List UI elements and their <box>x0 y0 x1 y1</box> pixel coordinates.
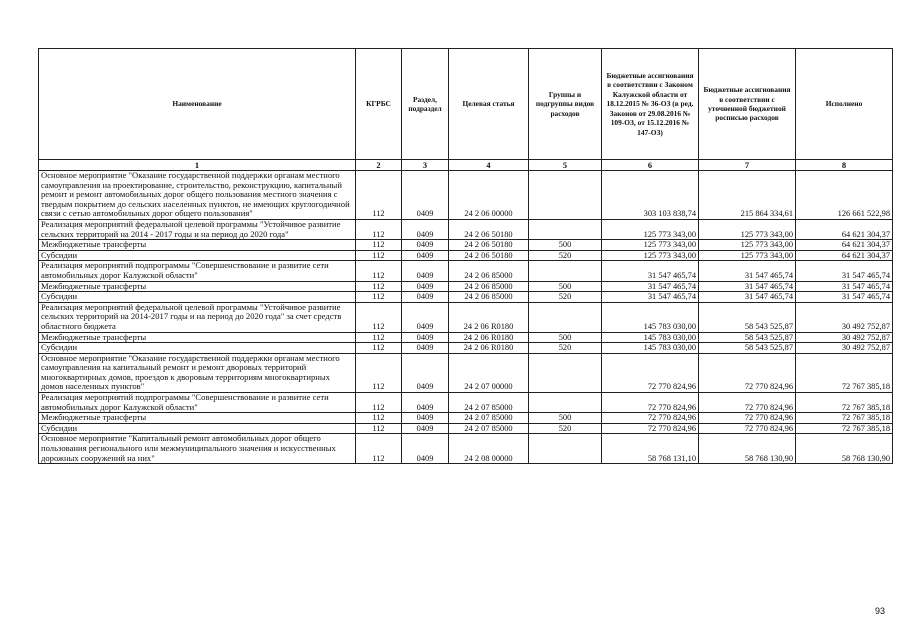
row-budget-schedule: 58 543 525,87 <box>699 302 796 332</box>
row-budget-law: 145 783 030,00 <box>602 332 699 343</box>
row-expense-group <box>529 302 602 332</box>
row-target-article: 24 2 06 85000 <box>449 292 529 303</box>
header-kgrbs: КГРБС <box>356 49 402 160</box>
row-executed: 30 492 752,87 <box>796 343 893 354</box>
row-name: Межбюджетные трансферты <box>39 332 356 343</box>
column-number: 4 <box>449 160 529 171</box>
row-section: 0409 <box>402 261 449 281</box>
row-executed: 30 492 752,87 <box>796 332 893 343</box>
table-row <box>39 343 893 354</box>
row-budget-schedule: 125 773 343,00 <box>699 250 796 261</box>
row-budget-law: 72 770 824,96 <box>602 413 699 424</box>
row-budget-law: 145 783 030,00 <box>602 302 699 332</box>
row-expense-group: 520 <box>529 423 602 434</box>
row-kgrbs: 112 <box>356 353 402 392</box>
row-budget-schedule: 72 770 824,96 <box>699 413 796 424</box>
row-budget-law: 303 103 838,74 <box>602 171 699 220</box>
row-name: Реализация мероприятий федеральной целевой программы "Устойчивое развитие сельских территорий на 2014 - 2017 годы и на период до 2020 года" <box>39 219 356 239</box>
table-row <box>39 171 893 220</box>
row-name: Субсидии <box>39 292 356 303</box>
row-executed: 126 661 522,98 <box>796 171 893 220</box>
row-section: 0409 <box>402 292 449 303</box>
table-row <box>39 393 893 413</box>
row-budget-law: 72 770 824,96 <box>602 423 699 434</box>
row-name: Основное мероприятие "Оказание государственной поддержки органам местного самоуправления на проектирование, строительство, реконструкцию, капитальный ремонт и ремонт автомобильных дорог общего пользования местного значения с твердым покрытием до сельских населенных пунктов, не имеющих круглогодичной связи с сетью автомобильных дорог общего пользования" <box>39 171 356 220</box>
row-budget-schedule: 58 543 525,87 <box>699 343 796 354</box>
row-budget-law: 31 547 465,74 <box>602 281 699 292</box>
row-expense-group <box>529 393 602 413</box>
row-expense-group: 520 <box>529 292 602 303</box>
row-target-article: 24 2 07 85000 <box>449 413 529 424</box>
row-target-article: 24 2 06 00000 <box>449 171 529 220</box>
row-kgrbs: 112 <box>356 219 402 239</box>
row-budget-schedule: 72 770 824,96 <box>699 423 796 434</box>
row-expense-group: 500 <box>529 413 602 424</box>
column-number: 7 <box>699 160 796 171</box>
row-executed: 64 621 304,37 <box>796 250 893 261</box>
row-expense-group: 500 <box>529 332 602 343</box>
row-name: Основное мероприятие "Капитальный ремонт автомобильных дорог общего пользования регионального или межмуниципального значения и искусственных дорожных сооружений на них" <box>39 434 356 464</box>
row-kgrbs: 112 <box>356 240 402 251</box>
row-expense-group: 520 <box>529 343 602 354</box>
row-budget-schedule: 72 770 824,96 <box>699 353 796 392</box>
row-name: Реализация мероприятий федеральной целевой программы "Устойчивое развитие сельских территорий на 2014-2017 годы и на период до 2020 года" за счет средств областного бюджета <box>39 302 356 332</box>
row-budget-schedule: 31 547 465,74 <box>699 292 796 303</box>
row-name: Реализация мероприятий подпрограммы "Совершенствование и развитие сети автомобильных дорог Калужской области" <box>39 261 356 281</box>
row-target-article: 24 2 06 R0180 <box>449 302 529 332</box>
row-budget-law: 72 770 824,96 <box>602 393 699 413</box>
table-row <box>39 423 893 434</box>
header-budget-schedule: Бюджетные ассигнования в соответствии с уточненной бюджетной росписью расходов <box>699 49 796 160</box>
row-name: Межбюджетные трансферты <box>39 240 356 251</box>
row-expense-group <box>529 171 602 220</box>
row-name: Реализация мероприятий подпрограммы "Совершенствование и развитие сети автомобильных дорог Калужской области" <box>39 393 356 413</box>
row-name: Субсидии <box>39 423 356 434</box>
row-budget-schedule: 125 773 343,00 <box>699 240 796 251</box>
row-section: 0409 <box>402 171 449 220</box>
row-section: 0409 <box>402 413 449 424</box>
row-target-article: 24 2 07 00000 <box>449 353 529 392</box>
row-executed: 64 621 304,37 <box>796 219 893 239</box>
table-row <box>39 250 893 261</box>
table-row <box>39 219 893 239</box>
row-budget-schedule: 58 768 130,90 <box>699 434 796 464</box>
row-section: 0409 <box>402 434 449 464</box>
row-kgrbs: 112 <box>356 393 402 413</box>
header-budget-law: Бюджетные ассигнования в соответствии с Законом Калужской области от 18.12.2015 № 36-ОЗ (в ред. Законов от 29.08.2016 № 109-ОЗ, от 15.12.2016 № 147-ОЗ) <box>602 49 699 160</box>
table-row <box>39 413 893 424</box>
row-kgrbs: 112 <box>356 250 402 261</box>
column-number: 2 <box>356 160 402 171</box>
table-row <box>39 353 893 392</box>
row-budget-law: 145 783 030,00 <box>602 343 699 354</box>
table-row <box>39 292 893 303</box>
column-number: 8 <box>796 160 893 171</box>
row-section: 0409 <box>402 343 449 354</box>
row-kgrbs: 112 <box>356 281 402 292</box>
row-section: 0409 <box>402 423 449 434</box>
table-row <box>39 240 893 251</box>
row-target-article: 24 2 07 85000 <box>449 393 529 413</box>
row-kgrbs: 112 <box>356 343 402 354</box>
row-section: 0409 <box>402 281 449 292</box>
column-number: 6 <box>602 160 699 171</box>
row-executed: 30 492 752,87 <box>796 302 893 332</box>
page-number: 93 <box>875 606 886 616</box>
row-kgrbs: 112 <box>356 261 402 281</box>
table-row <box>39 281 893 292</box>
column-number: 5 <box>529 160 602 171</box>
column-number: 1 <box>39 160 356 171</box>
row-target-article: 24 2 06 85000 <box>449 261 529 281</box>
row-section: 0409 <box>402 250 449 261</box>
row-section: 0409 <box>402 240 449 251</box>
row-budget-law: 31 547 465,74 <box>602 261 699 281</box>
row-expense-group: 500 <box>529 281 602 292</box>
row-name: Межбюджетные трансферты <box>39 281 356 292</box>
row-budget-law: 125 773 343,00 <box>602 240 699 251</box>
row-kgrbs: 112 <box>356 171 402 220</box>
row-kgrbs: 112 <box>356 434 402 464</box>
row-executed: 72 767 385,18 <box>796 393 893 413</box>
row-target-article: 24 2 08 00000 <box>449 434 529 464</box>
table-body <box>39 171 893 464</box>
row-budget-schedule: 72 770 824,96 <box>699 393 796 413</box>
row-name: Основное мероприятие "Оказание государственной поддержки органам местного самоуправления на капитальный ремонт и ремонт дворовых территорий многоквартирных домов, проездов к дворовым территориям многоквартирных домов населенных пунктов" <box>39 353 356 392</box>
budget-table-container <box>38 48 893 464</box>
row-target-article: 24 2 07 85000 <box>449 423 529 434</box>
row-name: Субсидии <box>39 250 356 261</box>
row-kgrbs: 112 <box>356 302 402 332</box>
row-expense-group: 520 <box>529 250 602 261</box>
row-executed: 58 768 130,90 <box>796 434 893 464</box>
row-budget-law: 31 547 465,74 <box>602 292 699 303</box>
row-section: 0409 <box>402 332 449 343</box>
row-expense-group <box>529 434 602 464</box>
table-row <box>39 332 893 343</box>
row-kgrbs: 112 <box>356 332 402 343</box>
column-number: 3 <box>402 160 449 171</box>
budget-execution-table <box>38 48 893 464</box>
row-executed: 72 767 385,18 <box>796 413 893 424</box>
header-executed: Исполнено <box>796 49 893 160</box>
table-row <box>39 434 893 464</box>
row-section: 0409 <box>402 219 449 239</box>
row-kgrbs: 112 <box>356 413 402 424</box>
row-budget-schedule: 58 543 525,87 <box>699 332 796 343</box>
row-name: Межбюджетные трансферты <box>39 413 356 424</box>
row-target-article: 24 2 06 50180 <box>449 250 529 261</box>
row-expense-group <box>529 261 602 281</box>
header-section: Раздел, подраздел <box>402 49 449 160</box>
row-target-article: 24 2 06 R0180 <box>449 343 529 354</box>
row-executed: 31 547 465,74 <box>796 292 893 303</box>
table-row <box>39 261 893 281</box>
row-budget-law: 58 768 131,10 <box>602 434 699 464</box>
header-target-article: Целевая статья <box>449 49 529 160</box>
header-row <box>39 49 893 160</box>
row-expense-group <box>529 353 602 392</box>
row-executed: 72 767 385,18 <box>796 423 893 434</box>
row-target-article: 24 2 06 R0180 <box>449 332 529 343</box>
row-budget-law: 72 770 824,96 <box>602 353 699 392</box>
row-target-article: 24 2 06 85000 <box>449 281 529 292</box>
header-name: Наименование <box>39 49 356 160</box>
row-budget-schedule: 125 773 343,00 <box>699 219 796 239</box>
row-executed: 31 547 465,74 <box>796 281 893 292</box>
row-expense-group <box>529 219 602 239</box>
row-name: Субсидии <box>39 343 356 354</box>
header-expense-groups: Группы и подгруппы видов расходов <box>529 49 602 160</box>
row-executed: 31 547 465,74 <box>796 261 893 281</box>
row-executed: 64 621 304,37 <box>796 240 893 251</box>
row-budget-schedule: 215 864 334,61 <box>699 171 796 220</box>
row-budget-law: 125 773 343,00 <box>602 250 699 261</box>
row-target-article: 24 2 06 50180 <box>449 219 529 239</box>
column-number-row <box>39 160 893 171</box>
row-executed: 72 767 385,18 <box>796 353 893 392</box>
row-section: 0409 <box>402 302 449 332</box>
row-budget-schedule: 31 547 465,74 <box>699 261 796 281</box>
row-budget-law: 125 773 343,00 <box>602 219 699 239</box>
row-section: 0409 <box>402 353 449 392</box>
row-kgrbs: 112 <box>356 292 402 303</box>
row-section: 0409 <box>402 393 449 413</box>
row-kgrbs: 112 <box>356 423 402 434</box>
table-row <box>39 302 893 332</box>
row-budget-schedule: 31 547 465,74 <box>699 281 796 292</box>
row-target-article: 24 2 06 50180 <box>449 240 529 251</box>
row-expense-group: 500 <box>529 240 602 251</box>
